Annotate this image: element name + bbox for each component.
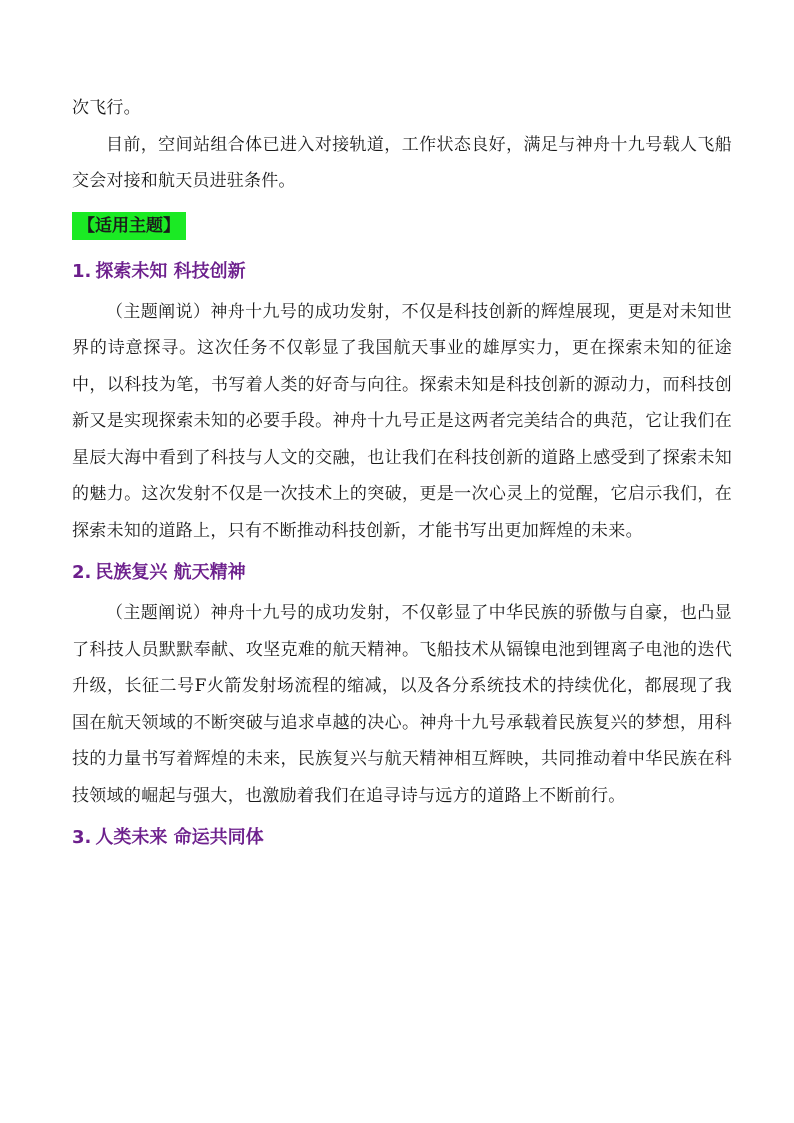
section-body-1: （主题阐说）神舟十九号的成功发射，不仅是科技创新的辉煌展现，更是对未知世界的诗意探寻。这次任务不仅彰显了我国航天事业的雄厚实力，更在探索未知的征途中，以科技为笔，书写着人类的好奇与向往。探索未知是科技创新的源动力，而科技创新又是实现探索未知的必要手段。神舟十九号正是这两者完美结合的典范，它让我们在星辰大海中看到了科技与人文的交融，也让我们在科技创新的道路上感受到了探索未知的魅力。这次发射不仅是一次技术上的突破，更是一次心灵上的觉醒，它启示我们，在探索未知的道路上，只有不断推动科技创新，才能书写出更加辉煌的未来。 bbox=[72, 301, 732, 541]
section-title: 民族复兴 航天精神 bbox=[95, 562, 246, 583]
section-title: 人类未来 命运共同体 bbox=[95, 827, 264, 848]
section-number: 3. bbox=[72, 827, 92, 848]
document-page bbox=[72, 90, 732, 860]
section-title: 探索未知 科技创新 bbox=[95, 260, 246, 282]
intro-line-end: 次飞行。 bbox=[72, 98, 141, 118]
section-number: 2. bbox=[72, 562, 92, 583]
section-number: 1. bbox=[72, 260, 92, 282]
section-heading-2 bbox=[72, 555, 732, 591]
intro-paragraph: 目前，空间站组合体已进入对接轨道，工作状态良好，满足与神舟十九号载人飞船交会对接和航天员进驻条件。 bbox=[72, 134, 732, 191]
applicable-themes-tag: 【适用主题】 bbox=[72, 212, 186, 240]
section-heading-1 bbox=[72, 254, 732, 290]
section-heading-3 bbox=[72, 820, 732, 856]
section-body-2: （主题阐说）神舟十九号的成功发射，不仅彰显了中华民族的骄傲与自豪，也凸显了科技人员默默奉献、攻坚克难的航天精神。飞船技术从镉镍电池到锂离子电池的迭代升级，长征二号F火箭发射场流程的缩减，以及各分系统技术的持续优化，都展现了我国在航天领域的不断突破与追求卓越的决心。神舟十九号承载着民族复兴的梦想，用科技的力量书写着辉煌的未来，民族复兴与航天精神相互辉映，共同推动着中华民族在科技领域的崛起与强大，也激励着我们在追寻诗与远方的道路上不断前行。 bbox=[72, 603, 732, 806]
